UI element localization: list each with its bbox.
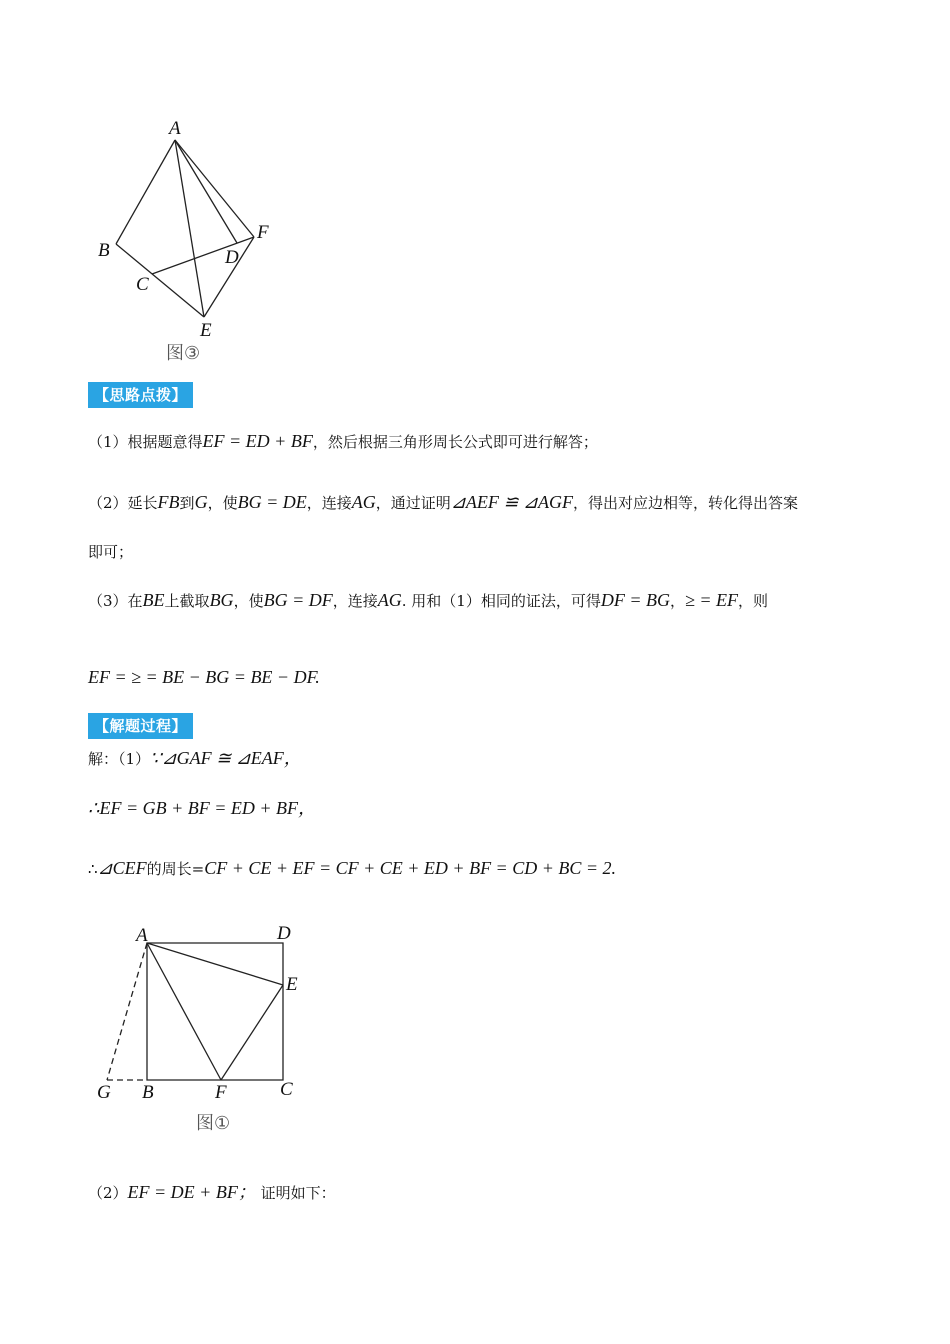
edge-ag-dashed xyxy=(107,943,147,1080)
part-2-statement xyxy=(88,1181,878,1204)
math: FB xyxy=(157,492,180,512)
text: ，连接 xyxy=(332,592,378,610)
edge-af xyxy=(147,943,221,1080)
math: ⊿AEF ≌ ⊿AGF xyxy=(450,492,573,512)
solution-tag: 【解题过程】 xyxy=(88,713,193,739)
figure-3 xyxy=(90,110,290,370)
label-f: F xyxy=(257,222,269,243)
math: G xyxy=(194,492,208,512)
hint-2 xyxy=(88,491,878,514)
math: BG = DF xyxy=(263,590,333,610)
edge-ad xyxy=(175,140,237,243)
text: ，得出对应边相等，转化得出答案 xyxy=(572,494,798,512)
part-2-suffix: 证明如下： xyxy=(255,1184,336,1202)
hint-1-math: EF = ED + BF xyxy=(202,431,313,451)
hints-tag: 【思路点拨】 xyxy=(88,382,193,408)
label-g: G xyxy=(97,1082,111,1103)
text: ，连接 xyxy=(306,494,352,512)
text: ∴ xyxy=(88,860,98,878)
solution-1-prefix: 解：（1） xyxy=(88,750,151,768)
math: DF = BG xyxy=(600,590,670,610)
hint-1 xyxy=(88,430,878,453)
text: ，通过证明 xyxy=(375,494,451,512)
edge-ae xyxy=(147,943,283,985)
figure-1-caption: 图① xyxy=(196,1113,231,1134)
figure-3-caption: 图③ xyxy=(166,343,201,364)
math: BE xyxy=(142,590,165,610)
text: 上截取 xyxy=(164,592,210,610)
text: 的周长= xyxy=(146,860,205,878)
label-e: E xyxy=(286,974,298,995)
text: ，使 xyxy=(233,592,264,610)
part-2-prefix: （2） xyxy=(88,1184,128,1202)
text: ，使 xyxy=(207,494,238,512)
math: BG = DE xyxy=(237,492,307,512)
hint-1-text: （1）根据题意得 xyxy=(88,433,203,451)
math: ⊿CEF xyxy=(97,858,147,878)
text: （3）在 xyxy=(88,592,143,610)
label-c: C xyxy=(280,1079,293,1100)
edge-be xyxy=(116,244,204,317)
edge-ae xyxy=(175,140,204,317)
math: ≥ = EF xyxy=(684,590,738,610)
solution-1-math: ∵⊿GAF ≅ ⊿EAF， xyxy=(150,748,302,768)
label-a: A xyxy=(136,925,148,946)
text: ， xyxy=(669,592,685,610)
hint-2-cont: 即可； xyxy=(88,543,134,561)
label-d: D xyxy=(277,923,291,944)
math: AG xyxy=(351,492,376,512)
hint-1-text-end: ，然后根据三角形周长公式即可进行解答； xyxy=(312,433,598,451)
solution-2: ∴EF = GB + BF = ED + BF， xyxy=(88,798,316,818)
label-c: C xyxy=(136,274,149,295)
text: 到 xyxy=(179,494,195,512)
solution-1 xyxy=(88,747,878,770)
hint-3 xyxy=(88,589,878,612)
text: . 用和（1）相同的证法，可得 xyxy=(401,592,601,610)
edge-af xyxy=(175,140,254,237)
edge-ef xyxy=(221,985,283,1080)
text: （2）延长 xyxy=(88,494,158,512)
hint-3-cont: EF = ≥ = BE − BG = BE − DF. xyxy=(88,667,320,687)
label-d: D xyxy=(225,247,239,268)
label-b: B xyxy=(142,1082,154,1103)
label-f: F xyxy=(215,1082,227,1103)
edge-ab xyxy=(116,140,175,244)
math: BG xyxy=(209,590,234,610)
part-2-math: EF = DE + BF； xyxy=(127,1182,256,1202)
solution-3 xyxy=(88,857,878,880)
math: AG xyxy=(377,590,402,610)
label-b: B xyxy=(98,240,110,261)
label-e: E xyxy=(200,320,212,341)
text: ，则 xyxy=(738,592,769,610)
figure-1 xyxy=(90,915,320,1140)
math: CF + CE + EF = CF + CE + ED + BF = CD + BC = 2. xyxy=(204,858,617,878)
label-a: A xyxy=(169,118,181,139)
